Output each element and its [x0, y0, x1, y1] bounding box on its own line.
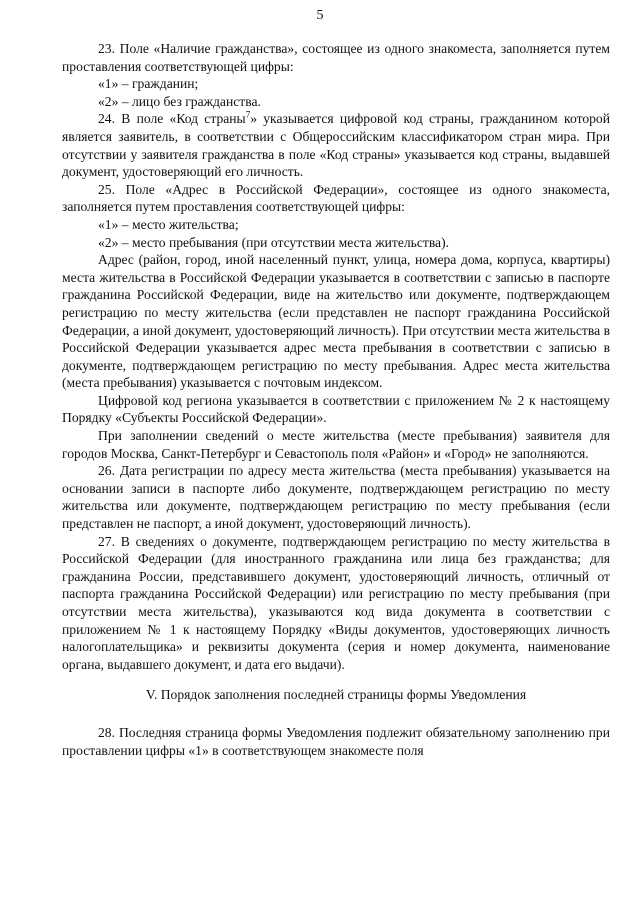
- page-number: 5: [316, 8, 324, 23]
- paragraph-address: Адрес (район, город, иной населенный пункт, улица, номера дома, корпуса, квартиры) места жительства в Российской Федерации указывается в соответствии с записью в паспорте гражданина Российской Федерации, виде на жительство или документе, подтверждающем регистрацию по месту жительства (если представлен не паспорт гражданина Российской Федерации, а иной документ, удостоверяющий личность). При отсутствии места жительства в Российской Федерации указывается адрес места пребывания в соответствии с записью в документе, подтверждающем регистрацию по месту пребывания. Адрес места жительства (места пребывания) указывается с почтовым индексом.: [62, 252, 610, 391]
- paragraph-28: 28. Последняя страница формы Уведомления подлежит обязательному заполнению при проставлении цифры «1» в соответствующем знакоместе поля: [62, 724, 610, 758]
- paragraph-24-rest: » указывается цифровой код страны, гражданином которой является заявитель, в соответствии с Общероссийским классификатором стран мира. При отсутствии у заявителя гражданства в поле «Код страны» указывается код страны, выдавшей документ, удостоверяющий его личность.: [62, 111, 610, 180]
- document-body: [62, 40, 610, 759]
- paragraph-23: 23. Поле «Наличие гражданства», состоящее из одного знакоместа, заполняется путем проставления соответствующей цифры:: [62, 41, 610, 74]
- section-heading: V. Порядок заполнения последней страницы формы Уведомления: [145, 687, 527, 703]
- list-item: «1» – гражданин;: [98, 76, 199, 92]
- footnote-marker: 7: [245, 109, 251, 120]
- list-item: «1» – место жительства;: [98, 216, 239, 232]
- paragraph-cities: При заполнении сведений о месте жительства (месте пребывания) заявителя для городов Москва, Санкт-Петербург и Севастополь поля «Район» и «Город» не заполняются.: [62, 428, 610, 461]
- paragraph-25: 25. Поле «Адрес в Российской Федерации», состоящее из одного знакоместа, заполняется путем проставления соответствующей цифры:: [62, 181, 610, 215]
- paragraph-26: 26. Дата регистрации по адресу места жительства (места пребывания) указывается на основании записи в паспорте либо документе, подтверждающем регистрацию по месту жительства или документе, подтверждающем регистрацию по месту пребывания (если представлен не паспорт, а иной документ, удостоверяющий личность).: [62, 463, 610, 532]
- paragraph-24-start: 24. В поле «Код страны: [98, 111, 246, 127]
- paragraph-region-code: Цифровой код региона указывается в соответствии с приложением № 2 к настоящему Порядку «Субъекты Российской Федерации».: [62, 392, 610, 426]
- list-item: «2» – лицо без гражданства.: [98, 93, 261, 109]
- paragraph-24: [62, 110, 610, 180]
- paragraph-27: 27. В сведениях о документе, подтверждающем регистрацию по месту жительства в Российской Федерации (для иностранного гражданина или лица без гражданства; для гражданина России, представившего документ, удостоверяющий личность, отличный от паспорта гражданина Российской Федерации) или регистрацию по месту пребывания (при отсутствии места жительства), указываются код вида документа в соответствии с приложением № 1 к настоящему Порядку «Виды документов, удостоверяющих личность налогоплательщика» и реквизиты документа (серия и номер документа, наименование органа, выдавшего документ, и дата его выдачи).: [62, 533, 610, 672]
- list-item: «2» – место пребывания (при отсутствии места жительства).: [98, 234, 450, 250]
